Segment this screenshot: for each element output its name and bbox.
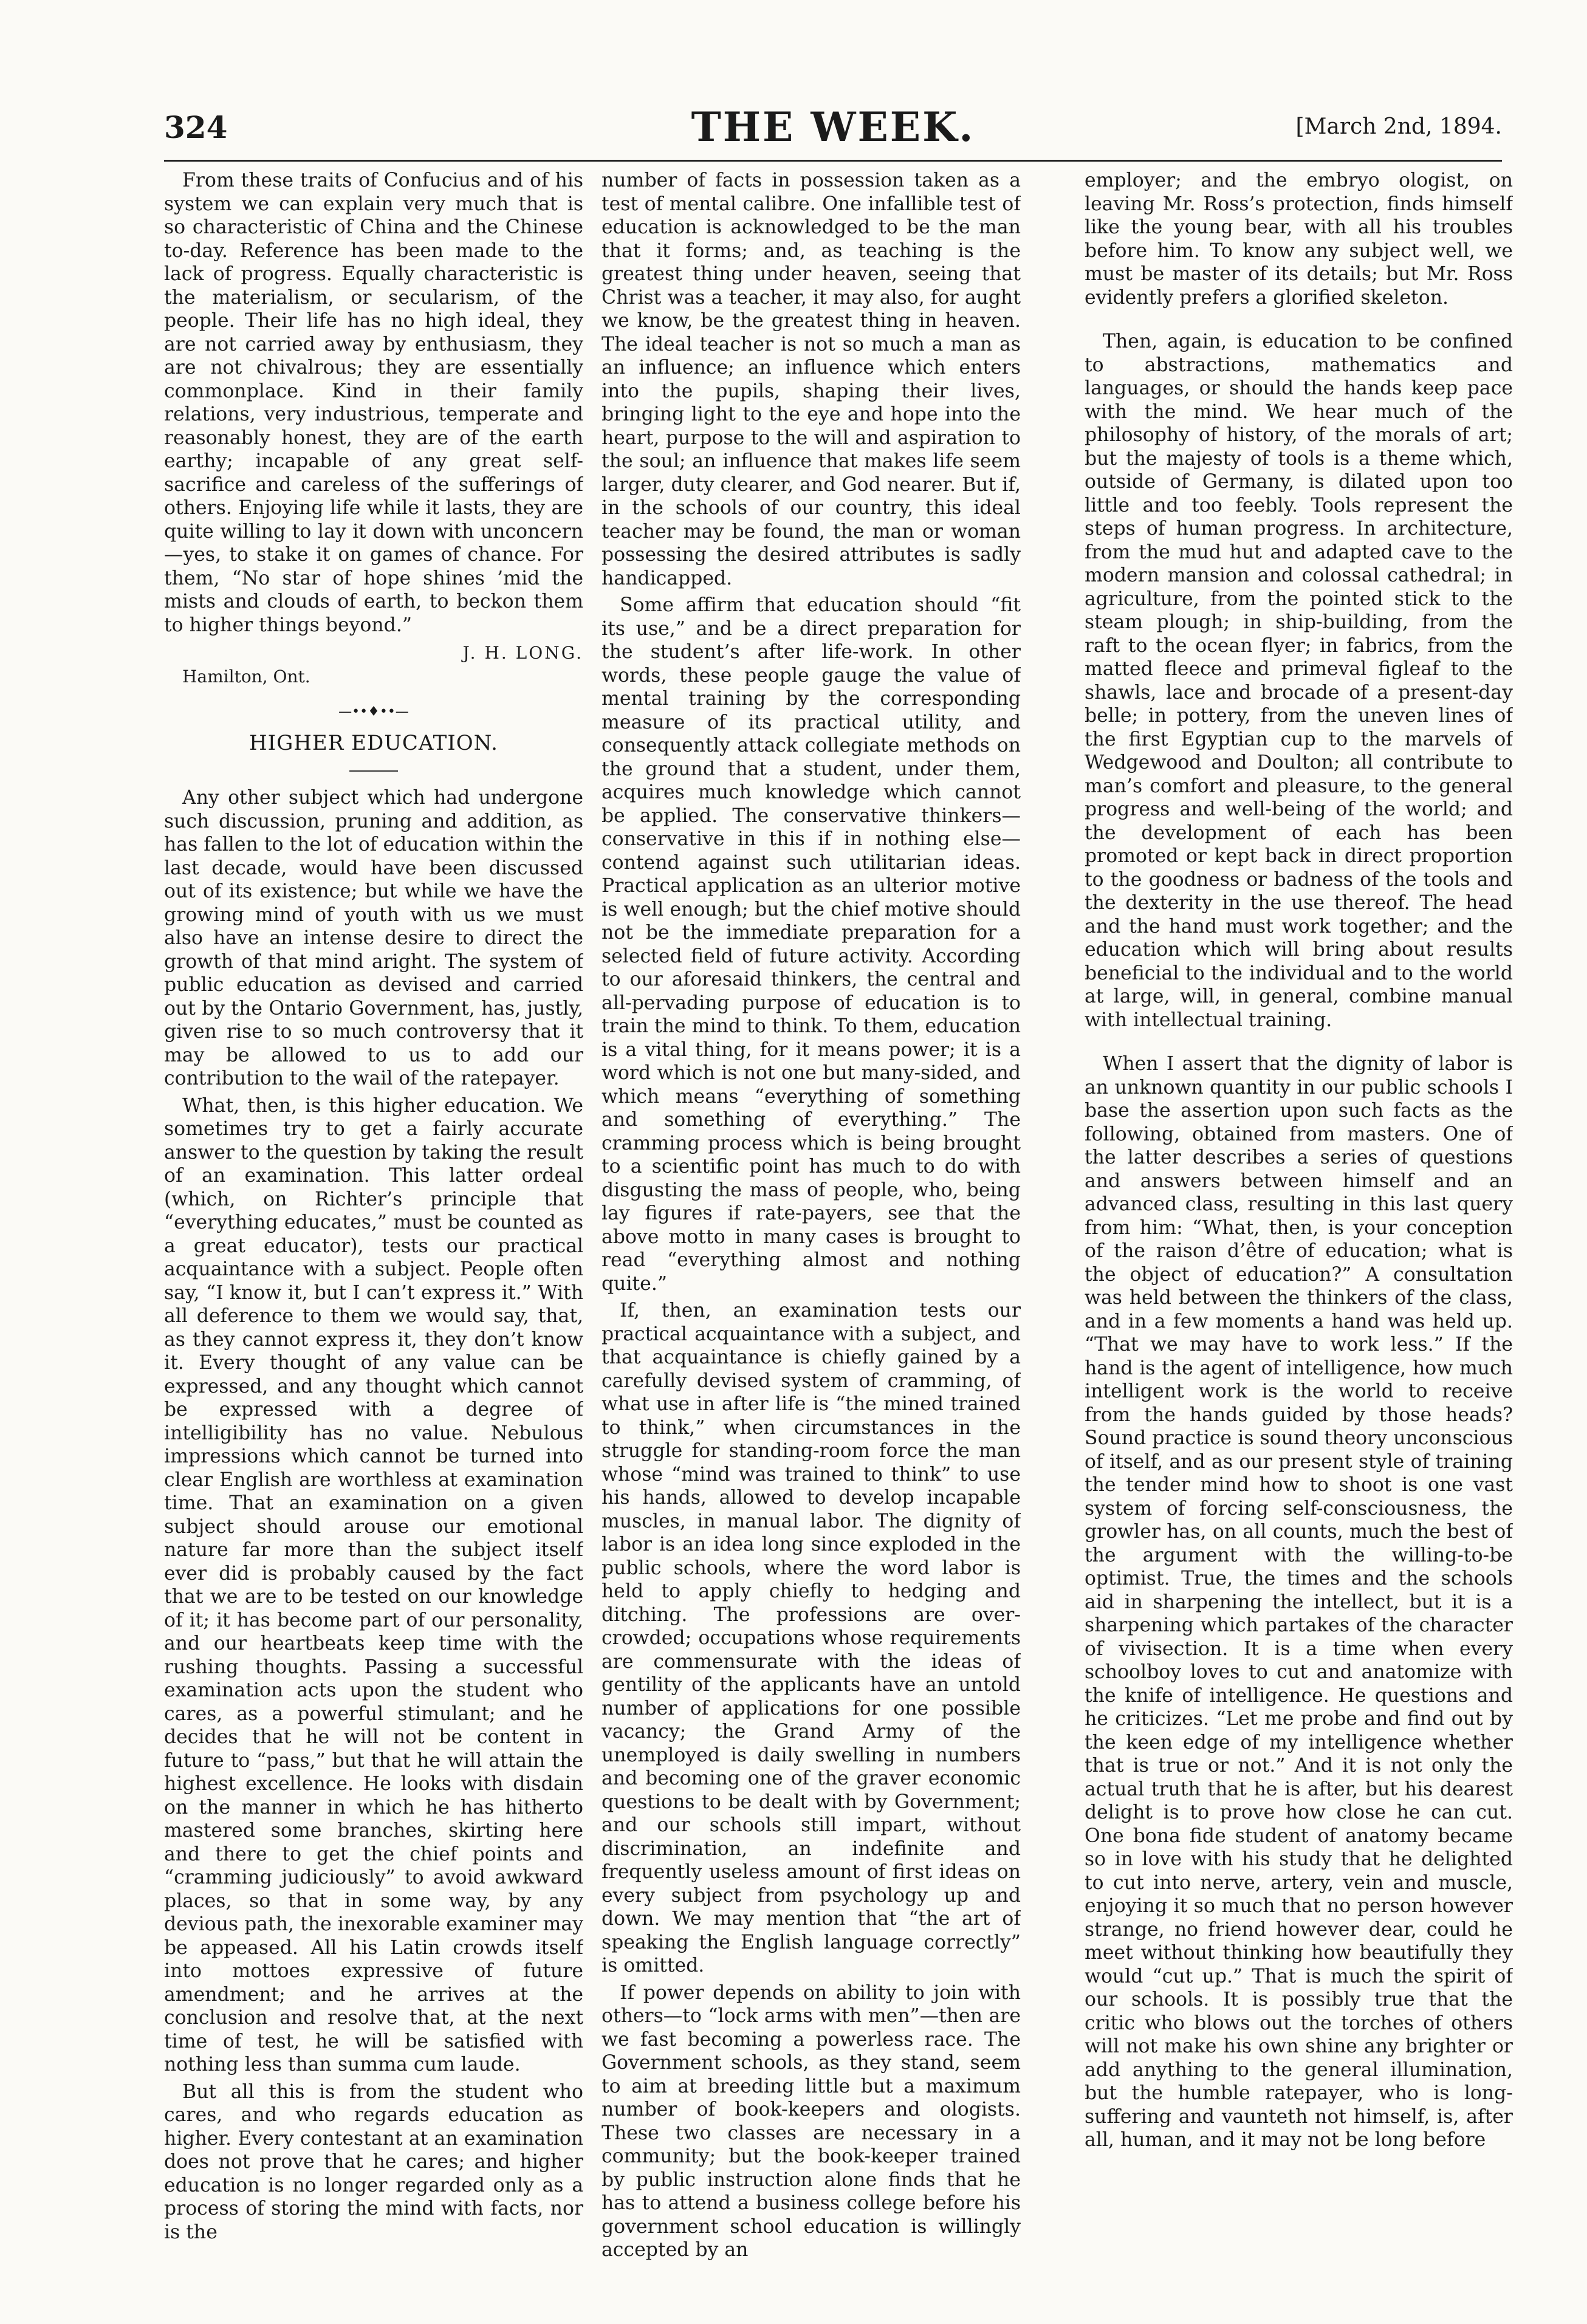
paragraph: When I assert that the dignity of labor is an unknown quantity in our public schools I base the assertion upon such facts as the following, obtained from masters. One of the latter describes a series of questions and answers between himself and an advanced class, resulting in this last query from him: “What, then, is your conception of the raison d’être of education; what is the object of education?” A consultation was held between the thinkers of the class, and in a few moments a hand was held up. “That we may have to work less.” If the hand is the agent of intelligence, how much intelligent work is the world to receive from the hands guided by those heads? Sound practice is sound theory unconscious of itself, and as our present style of training the tender mind how to shoot is one vast system of forcing self-consciousness, the growler has, on all counts, much the best of the argument with the willing-to-be optimist. True, the times and the schools aid in sharpening the intellect, but it is a sharpening which partakes of the character of vivisection. It is a time when every schoolboy loves to cut and anatomize with the knife of intelligence. He questions and he criticizes. “Let me probe and find out by the keen edge of my intelligence whether that is true or not.” And it is not only the actual truth that he is after, but his dearest delight is to prove how close he can cut. One bona fide student of anatomy became so in love with his study that he delighted to cut into nerve, artery, vein and muscle, enjoying it so much that no person however strange, no friend however dear, could he meet without thinking how beautifully they would “cut up.” That is much the spirit of our schools. It is possibly true that the critic who blows out the torches of others will not make his own shine any brighter or add anything to the general illumination, but the humble ratepayer, who is long-suffering and vaunteth not himself, is, after all, human, and it may not be long before xyxy=(1085,1053,1513,2151)
paragraph: employer; and the embryo ologist, on leaving Mr. Ross’s protection, finds himself like the young bear, with all his troubles before him. To know any subject well, we must be master of its details; but Mr. Ross evidently prefers a glorified skeleton. xyxy=(1085,170,1513,309)
section-ornament: —••♦••— xyxy=(338,704,409,719)
column-3 xyxy=(1085,169,1513,2277)
page-number: 324 xyxy=(164,109,228,145)
paragraph: Any other subject which had undergone such discussion, pruning and addition, as has fallen to the lot of education within the last decade, would have been discussed out of its existence; but while we have the growing mind of youth with us we must also have an intense desire to direct the growth of that mind aright. The system of public education as devised and carried out by the Ontario Government, has, justly, given rise to so much controversy that it may be allowed to us to add our contribution to the wail of the ratepayer. xyxy=(164,787,583,1089)
title-rule xyxy=(349,770,398,772)
paragraph: If, then, an examination tests our practical acquaintance with a subject, and that acquaintance is chiefly gained by a carefully devised system of cramming, of what use in after life is “the mined trained to think,” when circumstances in the struggle for standing-room force the man whose “mind was trained to think” to use his hands, allowed to develop incapable muscles, in manual labor. The dignity of labor is an idea long since exploded in the public schools, where the word labor is held to apply chiefly to hedging and ditching. The professions are over-crowded; occupations whose requirements are commensurate with the ideas of gentility of the applicants have an untold number of applications for one possible vacancy; the Grand Army of the unemployed is daily swelling in numbers and becoming one of the graver economic questions to be dealt with by Government; and our schools still impart, without discrimination, an indefinite and frequently useless amount of first ideas on every subject from psychology up and down. We may mention that “the art of speaking the English language correctly” is omitted. xyxy=(602,1300,1021,1976)
paragraph: number of facts in possession taken as a test of mental calibre. One infallible test of education is acknowledged to be the man that it forms; and, as teaching is the greatest thing under heaven, seeing that Christ was a teacher, it may also, for aught we know, be the greatest thing in heaven. The ideal teacher is not so much a man as an influence; an influence which enters into the pupils, shaping their lives, bringing light to the eye and hope into the heart, purpose to the will and aspiration to the soul; an influence that makes life seem larger, duty clearer, and God nearer. But if, in the schools of our country, this ideal teacher may be found, the man or woman possessing the desired attributes is sadly handicapped. xyxy=(602,170,1021,589)
paragraph: Then, again, is education to be confined to abstractions, mathematics and languages, or should the hands keep pace with the mind. We hear much of the philosophy of history, of the morals of art; but the majesty of tools is a theme which, outside of Germany, is dilated upon too little and too feebly. Tools represent the steps of human progress. In architecture, from the mud hut and adapted cave to the modern mansion and colossal cathedral; in agriculture, from the pointed stick to the steam plough; in ship-building, from the raft to the ocean flyer; in fabrics, from the matted fleece and primeval figleaf to the shawls, lace and brocade of a present-day belle; in pottery, from the uneven lines of the first Egyptian cup to the marvels of Wedgewood and Doulton; all contribute to man’s comfort and pleasure, to the general progress and well-being of the world; and the development of each has been promoted or kept back in direct proportion to the goodness or badness of the tools and the dexterity in the use thereof. The head and the hand must work together; and the education which will bring about results beneficial to the individual and to the world at large, will, in general, combine manual with intellectual training. xyxy=(1085,331,1513,1031)
paragraph: But all this is from the student who cares, and who regards education as higher. Every contestant at an examination does not prove that he cares; and higher education is no longer regarded only as a process of storing the mind with facts, nor is the xyxy=(164,2080,583,2243)
paragraph: Some affirm that education should “fit its use,” and be a direct preparation for the student’s after life-work. In other words, these people gauge the value of mental training by the corresponding measure of its practical utility, and consequently attack collegiate methods on the ground that a student, under them, acquires much knowledge which cannot be applied. The conservative thinkers—conservative in this if in nothing else—contend against such utilitarian ideas. Practical application as an ulterior motive is well enough; but the chief motive should not be the immediate preparation for a selected field of future activity. According to our aforesaid thinkers, the central and all-pervading purpose of education is to train the mind to think. To them, education is a vital thing, for it means power; it is a word which is not one but many-sided, and which means “everything of something and something of everything.” The cramming process which is being brought to a scientific point has much to do with disgusting the mass of people, who, being lay figures if rate-payers, see that the above motto in many cases is brought to read “everything almost and nothing quite.” xyxy=(602,594,1021,1295)
header-rule xyxy=(164,160,1502,162)
masthead: THE WEEK. xyxy=(691,103,975,151)
issue-date: [March 2nd, 1894. xyxy=(1295,114,1502,139)
paragraph: From these traits of Confucius and of his system we can explain very much that is so characteristic of China and the Chinese to-day. Reference has been made to the lack of progress. Equally characteristic is the materialism, or secularism, of the people. Their life has no high ideal, they are not carried away by enthusiasm, they are not chivalrous; they are essentially commonplace. Kind in their family relations, very industrious, temperate and reasonably honest, they are of the earth earthy; incapable of any great self-sacrifice and careless of the sufferings of others. Enjoying life while it lasts, they are quite willing to lay it down with unconcern—yes, to stake it on games of chance. For them, “No star of hope shines ’mid the mists and clouds of earth, to beckon them to higher things beyond.” xyxy=(164,170,583,636)
paragraph: What, then, is this higher education. We sometimes try to get a fairly accurate answer to the question by taking the result of an examination. This latter ordeal (which, on Richter’s principle that “everything educates,” must be counted as a great educator), tests our practical acquaintance with a subject. People often say, “I know it, but I can’t express it.” With all deference to them we would say, that, as they cannot express it, they don’t know it. Every thought of any value can be expressed, and any thought which cannot be expressed with a degree of intelligibility has no value. Nebulous impressions which cannot be turned into clear English are worthless at examination time. That an examination on a given subject should arouse our emotional nature far more than the subject itself ever did is probably caused by the fact that we are to be tested on our knowledge of it; it has become part of our personality, and our heartbeats keep time with the rushing thoughts. Passing a successful examination acts upon the student who cares, as a powerful stimulant; and he decides that he will not be content in future to “pass,” but that he will attain the highest excellence. He looks with disdain on the manner in which he has hitherto mastered some branches, skirting here and there to get the chief points and “cramming judiciously” to avoid awkward places, so that in some way, by any devious path, the inexorable examiner may be appeased. All his Latin crowds itself into mottoes expressive of future amendment; and he arrives at the conclusion and resolve that, at the next time of test, he will be satisfied with nothing less than summa cum laude. xyxy=(164,1094,583,2075)
column-2 xyxy=(602,169,1021,2277)
column-1 xyxy=(164,169,583,2277)
page-header xyxy=(164,103,1502,158)
article-title: HIGHER EDUCATION. xyxy=(249,730,498,755)
author-location: Hamilton, Ont. xyxy=(182,666,310,687)
paragraph: If power depends on ability to join with others—to “lock arms with men”—then are we fast becoming a powerless race. The Government schools, as they stand, seem to aim at breeding little but a maximum number of book-keepers and ologists. These two classes are necessary in a community; but the book-keeper trained by public instruction alone finds that he has to attend a business college before his government school education is willingly accepted by an xyxy=(602,1981,1021,2261)
author-signature: J. H. LONG. xyxy=(462,643,583,663)
